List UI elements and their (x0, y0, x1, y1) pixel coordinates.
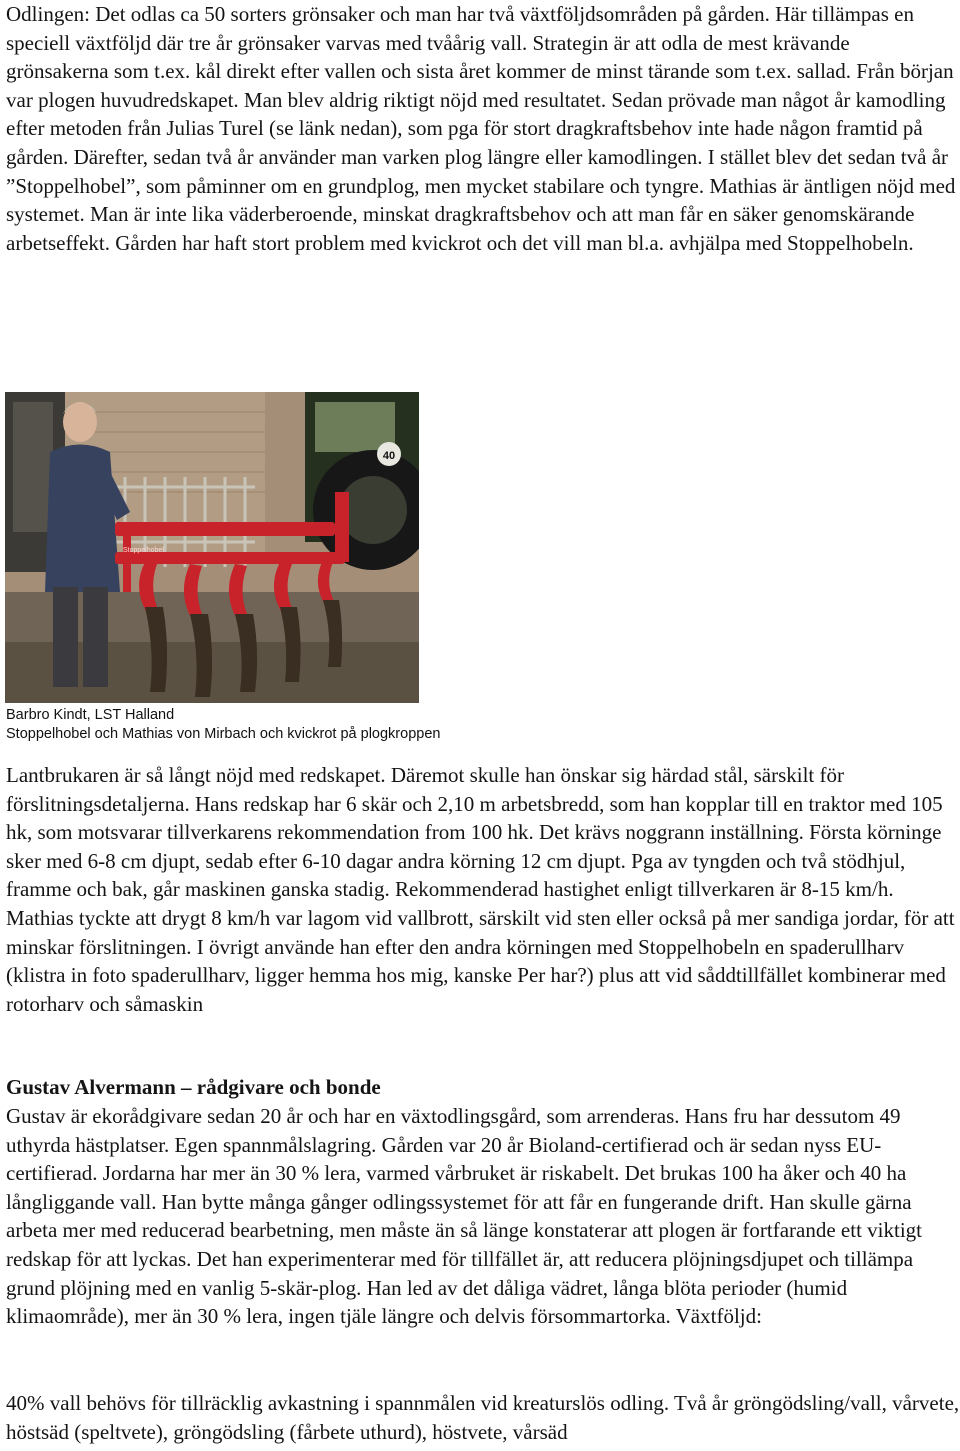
photo-caption (6, 706, 440, 743)
caption-description: Stoppelhobel och Mathias von Mirbach och kvickrot på plogkroppen (6, 725, 441, 742)
photo-stoppelhobel (5, 392, 419, 703)
speed-sign-label: 40 (382, 450, 396, 462)
paragraph-odlingen: Odlingen: Det odlas ca 50 sorters grönsaker och man har två växtföljdsområden på gården. Här tillämpas en speciell växtföljd där tre år grönsaker varvas med tvåårig vall. Strategin är att odla de mest krävande grönsakerna som t.ex. kål direkt efter vallen och sista året kommer de minst tärande som t.ex. sallad. Från början var plogen huvudredskapet. Man blev aldrig riktigt nöjd med resultatet. Sedan prövade man något år kamodling efter metoden från Julias Turel (se länk nedan), som pga för stort dragkraftsbehov inte hade någon framtid på gården. Därefter, sedan två år använder man varken plog längre eller kamodlingen. I stället blev det sedan två år ”Stoppelhobel”, som påminner om en grundplog, men mycket stabilare och tyngre. Mathias är äntligen nöjd med systemet. Man är inte lika väderberoende, minskat dragkraftsbehov och att man får en säker genomskärande arbetseffekt. Gården har haft stort problem med kvickrot och det vill man bl.a. avhjälpa med Stoppelhobeln. (6, 2, 956, 255)
section-heading-gustav: Gustav Alvermann – rådgivare och bonde (6, 1075, 381, 1099)
paragraph-gustav: Gustav är ekorådgivare sedan 20 år och har en växtodlingsgård, som arrenderas. Hans fru har dessutom 49 uthyrda hästplatser. Egen spannmålslagring. Gården var 20 år Bioland-certifierad och är sedan nyss EU-certifierad. Jordarna har mer än 30 % lera, varmed vårbruket är riskabelt. Det brukas 100 ha åker och 40 ha långliggande vall. Han bytte många gånger odlingssystemet för att får en fungerande drift. Han skulle gärna arbeta mer med reducerad bearbetning, men måste än så länge konstaterar att plogen är fortfarande ett viktigt redskap för att lyckas. Det han experimenterar med för tillfället är, att reducera plöjningsdjupet och tillämpa grund plöjning med en vanlig 5-skär-plog. Han led av det dåliga vädret, långa blöta perioder (humid klimaområde), mer än 30 % lera, ingen tjäle längre och delvis försommartorka. Växtföljd: (6, 1104, 923, 1329)
caption-credit: Barbro Kindt, LST Halland (6, 707, 175, 723)
paragraph-lantbrukaren: Lantbrukaren är så långt nöjd med redskapet. Däremot skulle han önskar sig härdad stål, särskilt för förslitningsdetaljerna. Hans redskap har 6 skär och 2,10 m arbetsbredd, som han kopplar till en traktor med 105 hk, som motsvarar tillverkarens rekommendation from 100 hk. Det krävs noggrann inställning. Första körninge sker med 6-8 cm djupt, sedab efter 6-10 dagar andra körning 12 cm djupt. Pga av tyngden och två stödhjul, framme och bak, går maskinen ganska stadig. Rekommenderad hastighet enligt tillverkaren är 8-15 km/h. Mathias tyckte att drygt 8 km/h var lagom vid vallbrott, särskilt vid sten eller också på mer sandiga jordar, för att minskar förslitningen. I övrigt använde han efter den andra körningen med Stoppelhobeln en spaderullharv (klistra in foto spaderullharv, ligger hemma hos mig, kanske Per har?) plus att vid såddtillfället kombinerar med rotorharv och såmaskin (6, 763, 955, 1016)
paragraph-vaxtfoljd: 40% vall behövs för tillräcklig avkastning i spannmålen vid kreaturslös odling. Två år gröngödsling/vall, vårvete, höstsäd (speltvete), gröngödsling (fårbete uthurd), höstvete, vårsäd (6, 1391, 960, 1444)
photo-illustration (5, 392, 419, 703)
machine-brand-label: Stoppelhobel (123, 547, 164, 554)
